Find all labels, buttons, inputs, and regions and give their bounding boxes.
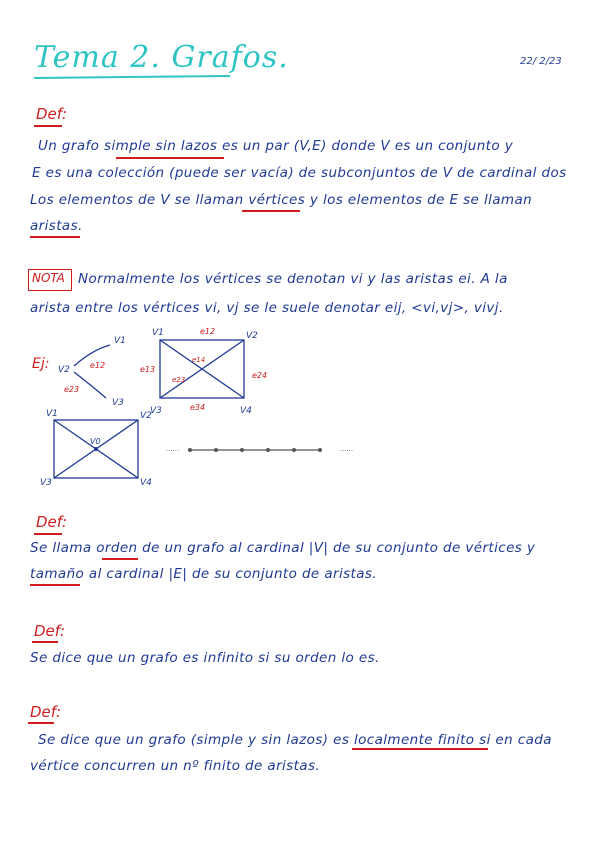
graph-2 [160,340,244,398]
definition-label: Def: [36,105,68,123]
nota-line: Normalmente los vértices se denotan vi y las aristas ei. A la [78,271,508,287]
edge-label: e13 [140,365,156,374]
vertex-label: V3 [150,406,162,416]
definition-line: tamaño al cardinal |E| de su conjunto de aristas. [30,566,378,582]
vertex-label: V2 [58,365,70,375]
graph-1 [74,345,110,398]
graph-3-center-vertex [94,447,98,451]
vertex-label: V3 [40,478,52,488]
path-graph-vertex [292,448,296,452]
definition-line: Se llama orden de un grafo al cardinal |V| de su conjunto de vértices y [30,540,536,556]
vertex-label: V2 [246,331,258,341]
definition-label: Def: [30,703,62,721]
vertex-label: V1 [152,328,164,338]
definition-line: Se dice que un grafo es infinito si su orden lo es. [30,650,380,666]
path-graph-vertex [214,448,218,452]
term-underline [102,558,138,560]
vertex-label: V2 [140,411,152,421]
leading-dots: ...... [166,445,180,453]
definition-line: Los elementos de V se llaman vértices y los elementos de E se llaman [30,192,533,208]
edge-label: e23 [64,385,80,394]
vertex-label: V3 [112,398,124,408]
definition-line: Se dice que un grafo (simple y sin lazos) es localmente finito si en cada [38,732,552,748]
edge-label: e34 [190,403,206,412]
edge-label: e24 [252,371,268,380]
path-graph-vertex [240,448,244,452]
definition-label: Def: [36,513,68,531]
path-graph-vertex [318,448,322,452]
definition-line: vértice concurren un nº finito de aristas. [30,758,321,774]
edge-label: e12 [200,327,216,336]
trailing-dots: ...... [340,445,354,453]
definition-line: Un grafo simple sin lazos es un par (V,E) donde V es un conjunto y [38,138,514,154]
graph-1-labels [58,336,126,408]
path-graph-vertex [266,448,270,452]
edge-label: e12 [90,361,106,370]
definition-label-underline [34,533,62,535]
edge-label: e14 [192,356,206,364]
vertex-label: V0 [90,437,101,446]
vertex-label: V1 [114,336,126,346]
term-underline [352,748,488,750]
term-underline [30,584,80,586]
example-label: Ej: [32,356,50,372]
page-date: 22/ 2/23 [520,56,562,67]
vertex-label: V4 [240,406,252,416]
definition-line: aristas. [30,218,83,234]
path-graph-vertex [188,448,192,452]
definition-label-underline [32,641,58,643]
vertex-label: V1 [46,409,58,419]
definition-line: E es una colección (puede ser vacía) de subconjuntos de V de cardinal dos [32,165,567,181]
page-title: Tema 2. Grafos. [34,40,289,75]
nota-label: NOTA [32,271,65,285]
vertex-label: V4 [140,478,152,488]
edge-label: e23 [172,376,186,384]
nota-line: arista entre los vértices vi, vj se le suele denotar eij, <vi,vj>, vivj. [30,300,504,316]
definition-label: Def: [34,622,66,640]
definition-label-underline [28,722,54,724]
